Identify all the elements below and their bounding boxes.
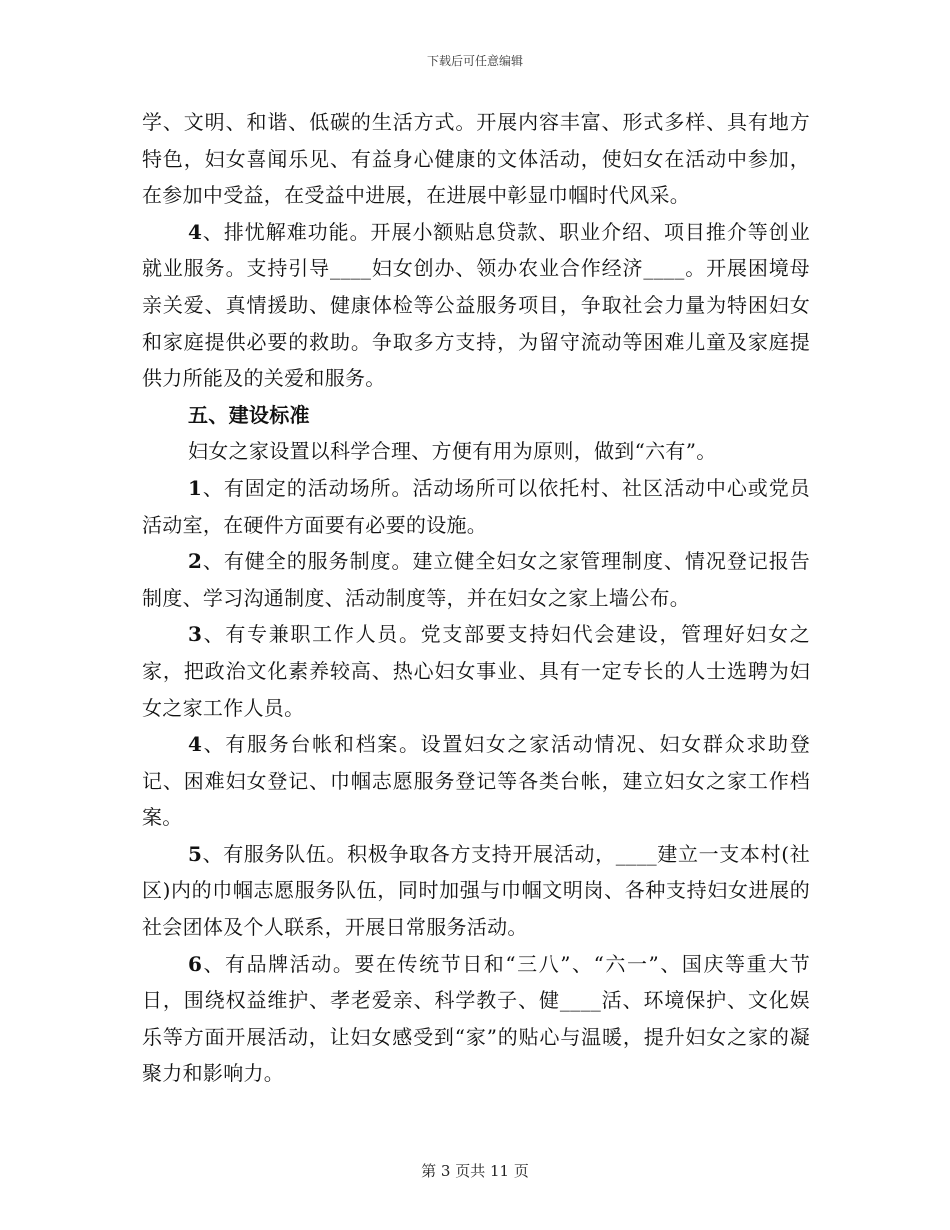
paragraph-number: 4	[188, 219, 203, 244]
paragraph-number: 1	[188, 475, 203, 500]
paragraph-number: 6	[188, 951, 203, 976]
paragraph-text: 、有服务台帐和档案。设置妇女之家活动情况、妇女群众求助登记、困难妇女登记、巾帼志愿服务登记等各类台帐，建立妇女之家工作档案。	[142, 732, 810, 830]
paragraph-number: 2	[188, 549, 203, 574]
page-header: 下载后可任意编辑	[426, 54, 523, 68]
paragraph-number: 3	[188, 622, 203, 647]
paragraph-standard-6	[142, 946, 810, 1092]
section-heading	[142, 397, 810, 434]
paragraph-number: 5	[188, 841, 203, 866]
paragraph-text: 妇女之家设置以科学合理、方便有用为原则，做到“六有”。	[188, 439, 717, 464]
paragraph-continuation	[142, 104, 810, 214]
paragraph-function-4	[142, 214, 810, 397]
paragraph-number: 4	[188, 732, 203, 757]
section-heading-text: 五、建设标准	[188, 402, 310, 427]
document-body	[142, 104, 810, 1092]
paragraph-standard-3	[142, 616, 810, 726]
paragraph-standard-1	[142, 470, 810, 543]
paragraph-text: 、排忧解难功能。开展小额贴息贷款、职业介绍、项目推介等创业就业服务。支持引导____妇女创办、领办农业合作经济____。开展困境母亲关爱、真情援助、健康体检等公益服务项目，争取社会力量为特困妇女和家庭提供必要的救助。争取多方支持，为留守流动等困难儿童及家庭提供力所能及的关爱和服务。	[142, 219, 810, 391]
paragraph-standard-5	[142, 836, 810, 946]
paragraph-standard-2	[142, 543, 810, 616]
paragraph-intro	[142, 433, 810, 470]
paragraph-text: 、有品牌活动。要在传统节日和“三八”、“六一”、国庆等重大节日，围绕权益维护、孝老爱亲、科学教子、健____活、环境保护、文化娱乐等方面开展活动，让妇女感受到“家”的贴心与温暖，提升妇女之家的凝聚力和影响力。	[142, 951, 810, 1086]
page-footer: 第 3 页共 11 页	[421, 1162, 529, 1180]
paragraph-text: 、有健全的服务制度。建立健全妇女之家管理制度、情况登记报告制度、学习沟通制度、活动制度等，并在妇女之家上墙公布。	[142, 549, 810, 610]
paragraph-text: 、有服务队伍。积极争取各方支持开展活动，____建立一支本村(社区)内的巾帼志愿服务队伍，同时加强与巾帼文明岗、各种支持妇女进展的社会团体及个人联系，开展日常服务活动。	[142, 841, 810, 940]
paragraph-text: 学、文明、和谐、低碳的生活方式。开展内容丰富、形式多样、具有地方特色，妇女喜闻乐见、有益身心健康的文体活动，使妇女在活动中参加，在参加中受益，在受益中进展，在进展中彰显巾帼时代风采。	[142, 110, 810, 208]
paragraph-text: 、有专兼职工作人员。党支部要支持妇代会建设，管理好妇女之家，把政治文化素养较高、热心妇女事业、具有一定专长的人士选聘为妇女之家工作人员。	[142, 622, 810, 720]
paragraph-standard-4	[142, 726, 810, 836]
paragraph-text: 、有固定的活动场所。活动场所可以依托村、社区活动中心或党员活动室，在硬件方面要有必要的设施。	[142, 475, 810, 537]
